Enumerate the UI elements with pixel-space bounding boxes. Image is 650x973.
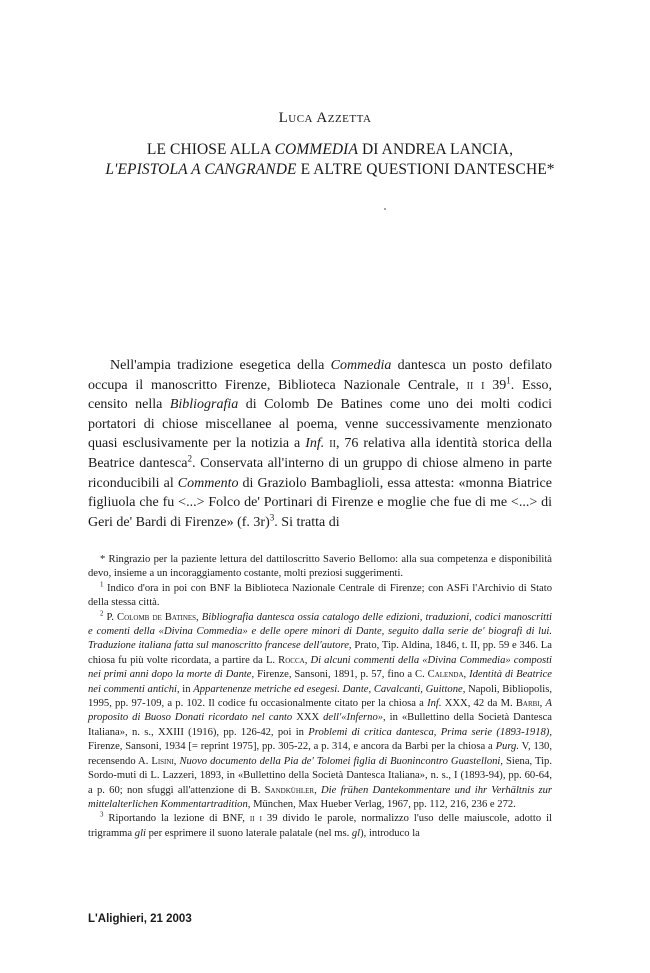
text-run: Indico d'ora in poi con BNF la Biblioteca Nazionale Centrale di Firenze; con ASFi l'Archivio di Stato della stessa città.	[88, 582, 552, 609]
text-run: , Siena, Tip. Sordo-muti di L. Lazzeri, 1893, in «Bullettino della Società Dantesca Italiana», n. s., I (1893-94), pp. 60-64, a p. 60; non sfuggì all'attenzione di B.	[88, 755, 552, 796]
title-italic: COMMEDIA	[274, 141, 359, 158]
text-run: ,	[314, 784, 322, 796]
text-run: dell'«Inferno»	[323, 712, 384, 724]
text-run: XXX	[292, 712, 324, 724]
footnote-ref: 2	[187, 453, 192, 464]
text-run: Purg.	[495, 741, 520, 753]
text-run: , Prato, Tip. Aldina, 1846, t. II, pp. 59 e 346. La chiosa fu più volte ricordata, a partire da L.	[88, 640, 552, 666]
text-run: di Graziolo Bambaglioli, essa attesta: «monna Biatrice figliuola che fu <...> Folco de' Portinari di Firenze e moglie che fue di me <...> di Geri de' Bardi di Firenze» (f. 3r)	[88, 475, 552, 530]
text-run: Di alcuni commenti della «Divina Commedia» composti nei primi anni dopo la morte di Dante	[88, 654, 552, 681]
text-run: XXX, 42 da M.	[441, 698, 516, 710]
text-run: , München, Max Hueber Verlag, 1967, pp. 112, 216, 236 e 272.	[247, 798, 516, 810]
text-run: P.	[103, 611, 117, 623]
text-run: . Si tratta di	[274, 514, 340, 530]
text-run: , in «Bullettino della Società Dantesca Italiana», n. s., XXIII (1916), pp. 126-42, poi in	[88, 712, 552, 738]
text-run: Problemi di critica dantesca, Prima serie (1893-1918)	[308, 726, 550, 738]
footnote-2	[88, 611, 552, 813]
footnote-ref: 3	[269, 512, 275, 523]
text-run: ,	[196, 611, 202, 623]
text-run: Inf.	[427, 698, 442, 710]
text-run: Lisini	[151, 755, 174, 767]
text-run: Commento	[177, 475, 239, 491]
text-run: Bibliografia	[169, 397, 239, 413]
footnote-star: * Ringrazio per la paziente lettura del dattiloscritto Saverio Bellomo: alla sua competenza e disponibilità devo, insieme a un incoraggiamento costante, molti preziosi suggerimenti.	[88, 554, 552, 580]
text-run: , Firenze, Sansoni, 1891, p. 57, fino a C.	[251, 669, 428, 681]
text-run: Die frühen Dantekommentare und ihr Verhältnis zur mittelalterlichen Kommentartradition	[88, 784, 552, 810]
text-run: , in	[176, 683, 194, 695]
text-run: Commedia	[330, 358, 392, 373]
text-run: per esprimere il suono laterale palatale (nel ms.	[145, 827, 352, 839]
text-run: ii	[329, 436, 336, 452]
text-run: 39	[484, 377, 507, 393]
text-run: gl	[351, 827, 361, 839]
text-run: ii i	[466, 377, 485, 393]
text-run: , Firenze, Sansoni, 1934 [= reprint 1975], pp. 305-22, a p. 314, e ancora da Barbi per la chiosa a	[88, 726, 552, 753]
footnotes	[88, 553, 552, 841]
title-text: LE CHIOSE ALLA	[146, 141, 275, 158]
text-run: Identità di Beatrice nei commenti antichi	[88, 669, 553, 695]
text-run: Inf.	[305, 436, 325, 452]
text-run: V, 130, recensendo A.	[88, 741, 552, 767]
footnote-number: 2	[100, 610, 104, 618]
text-run: Nuovo documento della Pia de' Tolomei figlia di Buonincontro Guastelloni	[179, 755, 501, 767]
text-run: Nell'ampia tradizione esegetica della	[110, 358, 331, 373]
text-run: Barbi	[515, 698, 540, 710]
text-run: dantesca un posto defilato occupa il manoscritto Firenze, Biblioteca Nazionale Centrale,	[88, 358, 552, 393]
scan-speck	[384, 208, 386, 210]
title-text: DI ANDREA LANCIA,	[358, 141, 514, 158]
text-run: 39 divido le parole, normalizzo l'uso delle maiuscole, adotto il trigramma	[88, 813, 552, 839]
text-run: gli	[134, 827, 146, 839]
text-run: Colomb de Batines	[117, 611, 197, 623]
text-run: di Colomb De Batines come uno dei molti codici portatori di chiose miscellanee al poema, venne successivamente menzionato quasi esclusivamente per la notizia a	[88, 397, 552, 452]
author-name: Luca Azzetta	[278, 110, 372, 126]
footnote-ref: 1	[506, 374, 511, 385]
footnote-3	[88, 812, 552, 841]
text-run: ii i	[249, 813, 262, 825]
text-run: ,	[463, 669, 470, 681]
article-title	[90, 140, 570, 180]
text-run: . Esso, censito nella	[88, 377, 553, 413]
body-paragraph	[88, 356, 552, 532]
footnote-1	[88, 582, 552, 611]
title-italic: L'EPISTOLA A CANGRANDE	[105, 161, 297, 178]
text-run: Rocca	[278, 654, 305, 666]
text-run: , Napoli, Bibliopolis, 1995, pp. 97-109, a p. 102. Il codice fu occasionalmente citato per la chiosa a	[88, 683, 552, 710]
text-run: A proposito di Buoso Donati ricordato nel canto	[88, 698, 553, 724]
text-run: ), introduco la	[360, 827, 420, 839]
text-run: Calenda	[427, 669, 464, 681]
title-text: E ALTRE QUESTIONI DANTESCHE*	[296, 161, 555, 178]
body-text	[88, 356, 552, 532]
footnote-number: 1	[100, 581, 104, 589]
footnote-number: 3	[100, 811, 104, 819]
text-run: , 76 relativa alla identità storica della Beatrice dantesca	[88, 436, 552, 471]
text-run: ,	[539, 698, 546, 710]
text-run: Sandkühler	[264, 784, 315, 796]
journal-footer: L'Alighieri, 21 2003	[88, 913, 192, 925]
text-run: ,	[304, 654, 311, 666]
text-run: ,	[173, 755, 180, 767]
text-run: . Conservata all'interno di un gruppo di chiose almeno in parte riconducibili al	[88, 455, 552, 491]
text-run: Appartenenze metriche ed esegesi. Dante, Cavalcanti, Guittone	[193, 683, 463, 695]
text-run: Riportando la lezione di BNF,	[103, 813, 250, 825]
text-run: Bibliografia dantesca ossia catalogo delle edizioni, traduzioni, codici manoscritti e comenti della «Divina Commedia» e delle opere minori di Dante, seguito dalla serie de' biografi di lui. Traduzione italiana fatta sul manoscritto francese dell'autore	[88, 611, 552, 652]
